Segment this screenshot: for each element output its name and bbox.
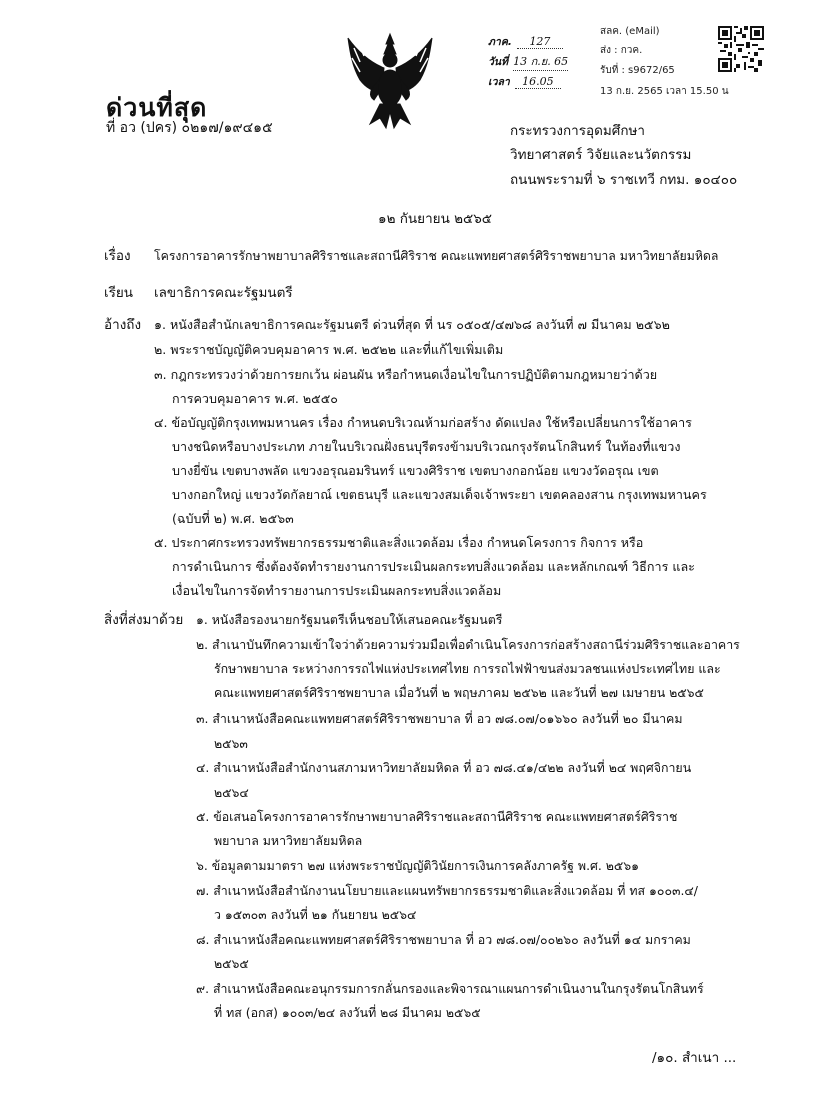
- stamp-no-value: 127: [517, 35, 563, 49]
- stamp-date-label: วันที่: [488, 56, 508, 68]
- sender-line-3: ถนนพระรามที่ ๖ ราชเทวี กทม. ๑๐๔๐๐: [510, 172, 738, 188]
- enclosure-item: ๖. ข้อมูลตามมาตรา ๒๗ แห่งพระราชบัญญัติวินัยการเงินการคลังภาครัฐ พ.ศ. ๒๕๖๑: [196, 858, 640, 873]
- enclosure-label: สิ่งที่ส่งมาด้วย: [104, 612, 184, 628]
- reference-item: บางชนิดหรือบางประเภท ภายในบริเวณฝั่งธนบุรีตรงข้ามบริเวณกรุงรัตนโกสินทร์ ในท้องที่แขวง: [172, 439, 681, 454]
- email-stamp-line1: สลค. (eMail): [600, 26, 660, 37]
- stamp-time-label: เวลา: [488, 76, 510, 88]
- enclosure-item: ๔. สำเนาหนังสือสำนักงานสภามหาวิทยาลัยมหิดล ที่ อว ๗๘.๔๑/๔๒๒ ลงวันที่ ๒๔ พฤศจิกายน: [196, 760, 692, 775]
- enclosure-item: ๒๕๖๓: [214, 736, 248, 751]
- reference-item: ๓. กฎกระทรวงว่าด้วยการยกเว้น ผ่อนผัน หรือกำหนดเงื่อนไขในการปฏิบัติตามกฎหมายว่าด้วย: [154, 367, 658, 382]
- enclosure-item: ๒. สำเนาบันทึกความเข้าใจว่าด้วยความร่วมมือเพื่อดำเนินโครงการก่อสร้างสถานีร่วมศิริราชและอาคาร: [196, 637, 740, 652]
- page-continuation: /๑๐. สำเนา ...: [652, 1050, 737, 1066]
- enclosure-item: ๙. สำเนาหนังสือคณะอนุกรรมการกลั่นกรองและพิจารณาแผนการดำเนินงานในกรุงรัตนโกสินทร์: [196, 981, 704, 996]
- enclosure-item: ๒๕๖๔: [214, 785, 249, 800]
- sender-line-2: วิทยาศาสตร์ วิจัยและนวัตกรรม: [510, 147, 692, 163]
- reference-item: ๒. พระราชบัญญัติควบคุมอาคาร พ.ศ. ๒๕๒๒ และที่แก้ไขเพิ่มเติม: [154, 342, 504, 357]
- reference-item: (ฉบับที่ ๒) พ.ศ. ๒๕๖๓: [172, 511, 294, 526]
- reference-item: บางกอกใหญ่ แขวงวัดกัลยาณ์ เขตธนบุรี และแขวงสมเด็จเจ้าพระยา เขตคลองสาน กรุงเทพมหานคร: [172, 487, 707, 502]
- email-stamp-line4: 13 ก.ย. 2565 เวลา 15.50 น: [600, 86, 729, 97]
- enclosure-item: ๓. สำเนาหนังสือคณะแพทยศาสตร์ศิริราชพยาบาล ที่ อว ๗๘.๐๗/๐๑๖๖๐ ลงวันที่ ๒๐ มีนาคม: [196, 711, 683, 726]
- enclosure-item: ๗. สำเนาหนังสือสำนักงานนโยบายและแผนทรัพยากรธรรมชาติและสิ่งแวดล้อม ที่ ทส ๑๐๐๓.๔/: [196, 883, 698, 898]
- urgency-label: ด่วนที่สุด: [106, 93, 208, 122]
- stamp-date-value: 13 ก.ย. 65: [513, 52, 568, 71]
- enclosure-item: ๑. หนังสือรองนายกรัฐมนตรีเห็นชอบให้เสนอคณะรัฐมนตรี: [196, 612, 503, 627]
- enclosure-item: ๕. ข้อเสนอโครงการอาคารรักษาพยาบาลศิริราชและสถานีศิริราช คณะแพทยศาสตร์ศิริราช: [196, 809, 678, 824]
- enclosure-item: รักษาพยาบาล ระหว่างการรถไฟแห่งประเทศไทย การรถไฟฟ้าขนส่งมวลชนแห่งประเทศไทย และ: [214, 661, 721, 676]
- receipt-stamp: [488, 26, 588, 92]
- enclosure-item: ๒๕๖๕: [214, 956, 249, 971]
- reference-label: อ้างถึง: [104, 317, 142, 333]
- reference-item: ๔. ข้อบัญญัติกรุงเทพมหานคร เรื่อง กำหนดบริเวณห้ามก่อสร้าง ดัดแปลง ใช้หรือเปลี่ยนการใช้อาคาร: [154, 415, 692, 430]
- enclosure-item: คณะแพทยศาสตร์ศิริราชพยาบาล เมื่อวันที่ ๒ พฤษภาคม ๒๕๖๒ และวันที่ ๒๗ เมษายน ๒๕๖๕: [214, 685, 704, 700]
- enclosure-item: พยาบาล มหาวิทยาลัยมหิดล: [214, 833, 363, 848]
- reference-item: เงื่อนไขในการจัดทำรายงานการประเมินผลกระทบสิ่งแวดล้อม: [172, 583, 502, 598]
- reference-item: ๕. ประกาศกระทรวงทรัพยากรธรรมชาติและสิ่งแวดล้อม เรื่อง กำหนดโครงการ กิจการ หรือ: [154, 535, 644, 550]
- document-number: ที่ อว (ปคร) ๐๒๑๗/๑๙๔๑๕: [106, 120, 273, 136]
- email-stamp-line3: รับที่ : s9672/65: [600, 65, 675, 76]
- enclosure-item: ๘. สำเนาหนังสือคณะแพทยศาสตร์ศิริราชพยาบาล ที่ อว ๗๘.๐๗/๐๐๒๖๐ ลงวันที่ ๑๔ มกราคม: [196, 932, 691, 947]
- reference-item: ๑. หนังสือสำนักเลขาธิการคณะรัฐมนตรี ด่วนที่สุด ที่ นร ๐๕๐๕/๔๗๖๘ ลงวันที่ ๗ มีนาคม ๒๕๖๒: [154, 317, 670, 332]
- email-stamp-line2: ส่ง : กวค.: [600, 45, 643, 56]
- garuda-emblem: [340, 32, 440, 132]
- to-text: เลขาธิการคณะรัฐมนตรี: [154, 285, 293, 301]
- document-date: ๑๒ กันยายน ๒๕๖๕: [378, 211, 492, 227]
- reference-item: บางยี่ขัน เขตบางพลัด แขวงอรุณอมรินทร์ แขวงศิริราช เขตบางกอกน้อย แขวงวัดอรุณ เขต: [172, 463, 659, 478]
- enclosure-item: ว ๑๕๓๐๓ ลงวันที่ ๒๑ กันยายน ๒๕๖๔: [214, 907, 417, 922]
- stamp-time-value: 16.05: [515, 75, 561, 89]
- enclosure-item: ที่ ทส (อกส) ๑๐๐๓/๒๔ ลงวันที่ ๒๘ มีนาคม ๒๕๖๕: [214, 1005, 481, 1020]
- to-label: เรียน: [104, 285, 134, 301]
- reference-item: การดำเนินการ ซึ่งต้องจัดทำรายงานการประเมินผลกระทบสิ่งแวดล้อม และหลักเกณฑ์ วิธีการ และ: [172, 559, 695, 574]
- subject-text: โครงการอาคารรักษาพยาบาลศิริราชและสถานีศิริราช คณะแพทยศาสตร์ศิริราชพยาบาล มหาวิทยาลัยมหิดล: [154, 249, 719, 263]
- reference-item: การควบคุมอาคาร พ.ศ. ๒๕๕๐: [172, 391, 338, 406]
- stamp-no-label: ภาค.: [488, 36, 512, 48]
- qr-code: [718, 26, 764, 72]
- sender-line-1: กระทรวงการอุดมศึกษา: [510, 123, 645, 139]
- subject-label: เรื่อง: [104, 248, 131, 264]
